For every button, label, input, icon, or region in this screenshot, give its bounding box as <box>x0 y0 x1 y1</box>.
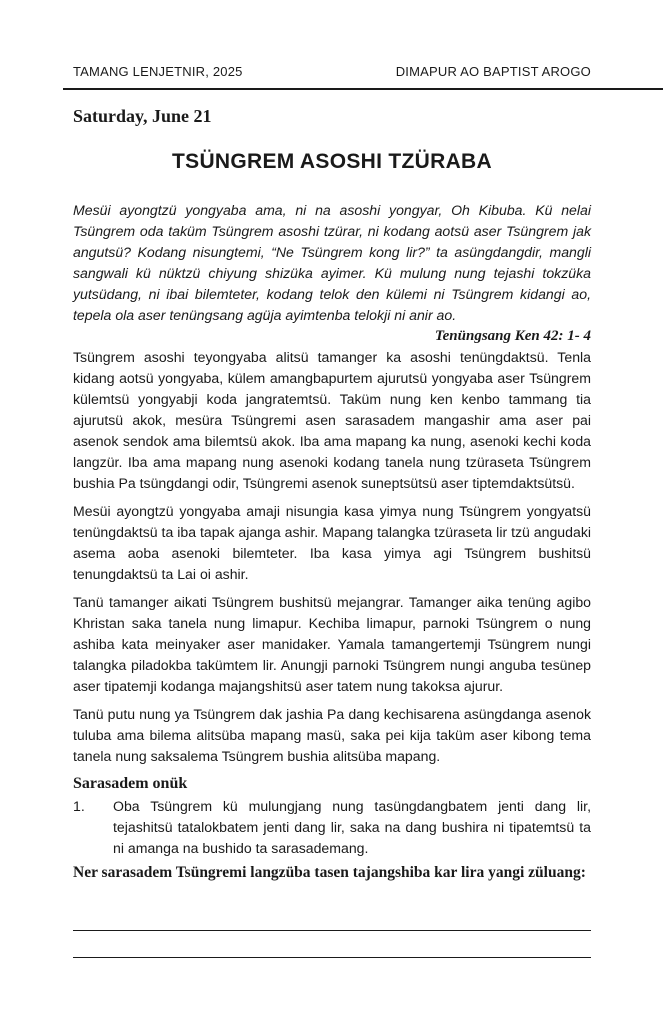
list-item <box>73 796 591 859</box>
scripture-reference: Tenüngsang Ken 42: 1- 4 <box>434 328 591 344</box>
header-right: DIMAPUR AO BAPTIST AROGO <box>395 64 591 79</box>
answer-line[interactable] <box>73 930 591 931</box>
page-date: Saturday, June 21 <box>73 106 212 126</box>
paragraph: Tanü putu nung ya Tsüngrem dak jashia Pa dang kechisarena asüngdanga asenok tuluba ama bilema alitsüba mapang masü, saka pei kija taküm aser kibong tema tanela nung saksalema Tsüngrem bushia alitsüba mapang. <box>73 706 591 764</box>
list-item-number: 1. <box>73 798 85 814</box>
page-title: TSÜNGREM ASOSHI TZÜRABA <box>172 150 492 173</box>
body-text <box>73 200 591 883</box>
running-header <box>73 64 591 82</box>
reflection-question: Ner sarasadem Tsüngremi langzüba tasen tajangshiba kar lira yangi züluang: <box>73 864 586 881</box>
paragraph: Tanü tamanger aikati Tsüngrem bushitsü mejangrar. Tamanger aika tenüng agibo Khristan saka tanela nung limapur. Kechiba limapur, parnoki Tsüngrem o nung ashiba kata meinyaker aser manidaker. Yamala tamangertemji Tsüngrem nungi talangka piladokba takümtem lir. Anungji parnoki Tsüngrem nungi anguba tesünep aser tipatemji kodanga majangshitsü aser tatem nung takoksa ajurur. <box>73 594 591 694</box>
paragraph: Tsüngrem asoshi teyongyaba alitsü tamanger ka asoshi tenüngdaktsü. Tenla kidang aotsü yongyaba, külem amangbapurtem ajurutsü yongyaba aser Tsüngrem külemtsü yongyabji koda jangratemtsü. Taküm nung ken kenbo tammang tia ajurutsü akok, mesüra Tsüngremi asen sarasadem mangashir ama aser pai asenok sendok ama bilemtsü akok. Iba ama mapang ka nung, asenoki kechi koda langzür. Iba ama mapang nung asenoki kodang tanela nung tzüraseta Tsüngrem bushia Pa tsüngdangi odir, Tsüngremi asenok suneptsütsü aser tiptemdaktsütsü. <box>73 349 591 491</box>
intro-prayer: Mesüi ayongtzü yongyaba ama, ni na asoshi yongyar, Oh Kibuba. Kü nelai Tsüngrem oda taküm Tsüngrem asoshi tzürar, ni kodang aotsü aser Tsüngrem jak angutsü? Kodang nisungtemi, “Ne Tsüngrem kong lir?” ta asüngdangdir, mangli sangwali kü nüktzü chiyung shizüka ayimer. Kü mulung nung tejashi tokzüka yutsüdang, ni ibai bilemteter, kodang telok den külemi ni Tsüngrem kidangi ao, tepela ola aser tenüngsang agüja ayimtenba telokji ni anir ao. <box>73 202 591 323</box>
answer-line[interactable] <box>73 957 591 958</box>
paragraph: Mesüi ayongtzü yongyaba amaji nisungia kasa yimya nung Tsüngrem yongyatsü tenüngdaktsü ta iba tapak ajanga ashir. Mapang talangka tzüraseta lir tzü angudaki asema aoba asenoki bilemteter. Iba kasa yimya agi Tsüngrem bushitsü tenungdaktsü ta Lai oi ashir. <box>73 503 591 582</box>
header-rule <box>63 88 663 90</box>
section-heading: Sarasadem onük <box>73 775 188 792</box>
header-left: TAMANG LENJETNIR, 2025 <box>73 64 243 79</box>
list-item-text: Oba Tsüngrem kü mulungjang nung tasüngdangbatem jenti dang lir, tejashitsü tatalokbatem jenti dang lir, saka na dang bushira ni tipatemtsü ta ni amanga na bushido ta sarasademang. <box>113 798 591 856</box>
